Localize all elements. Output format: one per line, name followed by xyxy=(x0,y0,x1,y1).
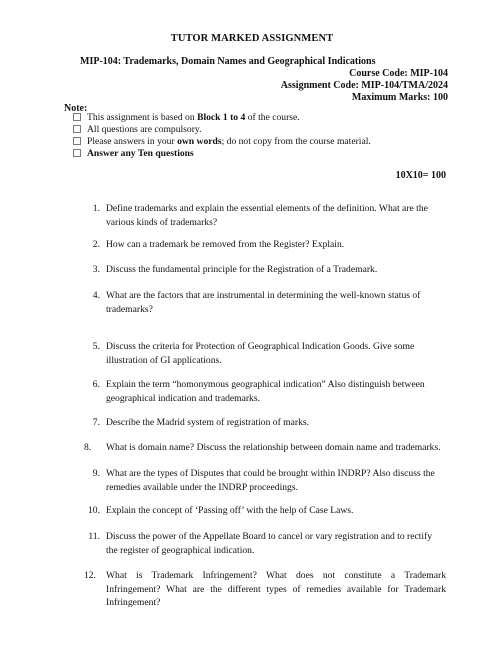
question-item xyxy=(84,416,446,430)
bullet-box-icon xyxy=(73,137,81,145)
question-number: 2. xyxy=(92,239,100,250)
question-item xyxy=(84,289,446,316)
question-text: Describe the Madrid system of registration of marks. xyxy=(106,417,310,428)
question-text: Explain the term “homonymous geographical indication” Also distinguish between geographical indication and trademarks. xyxy=(106,379,425,404)
question-item xyxy=(84,378,446,405)
question-item xyxy=(84,504,446,518)
maximum-marks: Maximum Marks: 100 xyxy=(351,92,448,103)
question-number: 12. xyxy=(84,570,96,581)
course-title: MIP-104: Trademarks, Domain Names and Geographical Indications xyxy=(80,56,376,67)
question-item xyxy=(84,441,446,455)
question-number: 8. xyxy=(84,442,92,453)
question-item xyxy=(84,238,446,252)
question-item xyxy=(84,569,446,610)
question-item xyxy=(84,467,446,494)
note-bullet-3: Please answers in your own words; do not copy from the course material. xyxy=(73,136,371,147)
note-bullet-1: This assignment is based on Block 1 to 4 of the course. xyxy=(73,112,300,123)
question-number: 9. xyxy=(92,468,100,479)
question-number: 5. xyxy=(92,341,100,352)
question-text: Discuss the fundamental principle for the Registration of a Trademark. xyxy=(106,264,378,275)
question-text: Discuss the power of the Appellate Board to cancel or vary registration and to rectify the register of geographical indication. xyxy=(106,531,433,556)
question-number: 1. xyxy=(92,203,100,214)
question-text: What is Trademark Infringement? What does not constitute a Trademark Infringement? What are the different types of remedies available for Trademark Infringement? xyxy=(106,570,446,609)
marks-scheme: 10X10= 100 xyxy=(395,170,446,181)
question-text: What are the types of Disputes that could be brought within INDRP? Also discuss the remedies available under the INDRP proceedings. xyxy=(106,468,435,493)
question-text: How can a trademark be removed from the Register? Explain. xyxy=(106,239,345,250)
note-label: Note: xyxy=(64,103,88,114)
bullet-box-icon xyxy=(73,149,81,157)
question-number: 11. xyxy=(88,531,100,542)
note-bullet-2: All questions are compulsory. xyxy=(73,124,201,135)
bullet-box-icon xyxy=(73,125,81,133)
question-number: 4. xyxy=(92,290,100,301)
document-title: TUTOR MARKED ASSIGNMENT xyxy=(170,33,334,44)
question-text: What is domain name? Discuss the relationship between domain name and trademarks. xyxy=(106,442,441,453)
question-item xyxy=(84,530,446,557)
question-number: 3. xyxy=(92,264,100,275)
question-item xyxy=(84,202,446,229)
question-number: 6. xyxy=(92,379,100,390)
question-text: Explain the concept of ‘Passing off’ with the help of Case Laws. xyxy=(106,505,354,516)
assignment-code: Assignment Code: MIP-104/TMA/2024 xyxy=(280,80,448,91)
question-number: 10. xyxy=(88,505,100,516)
question-item xyxy=(84,340,446,367)
question-text: What are the factors that are instrumental in determining the well-known status of trademarks? xyxy=(106,290,421,315)
question-item xyxy=(84,263,446,277)
question-text: Define trademarks and explain the essential elements of the definition. What are the various kinds of trademarks? xyxy=(106,203,428,228)
bullet-box-icon xyxy=(73,113,81,121)
question-text: Discuss the criteria for Protection of Geographical Indication Goods. Give some illustration of GI applications. xyxy=(106,341,415,366)
question-number: 7. xyxy=(92,417,100,428)
note-bullet-4: Answer any Ten questions xyxy=(73,148,194,159)
course-code: Course Code: MIP-104 xyxy=(349,68,448,79)
